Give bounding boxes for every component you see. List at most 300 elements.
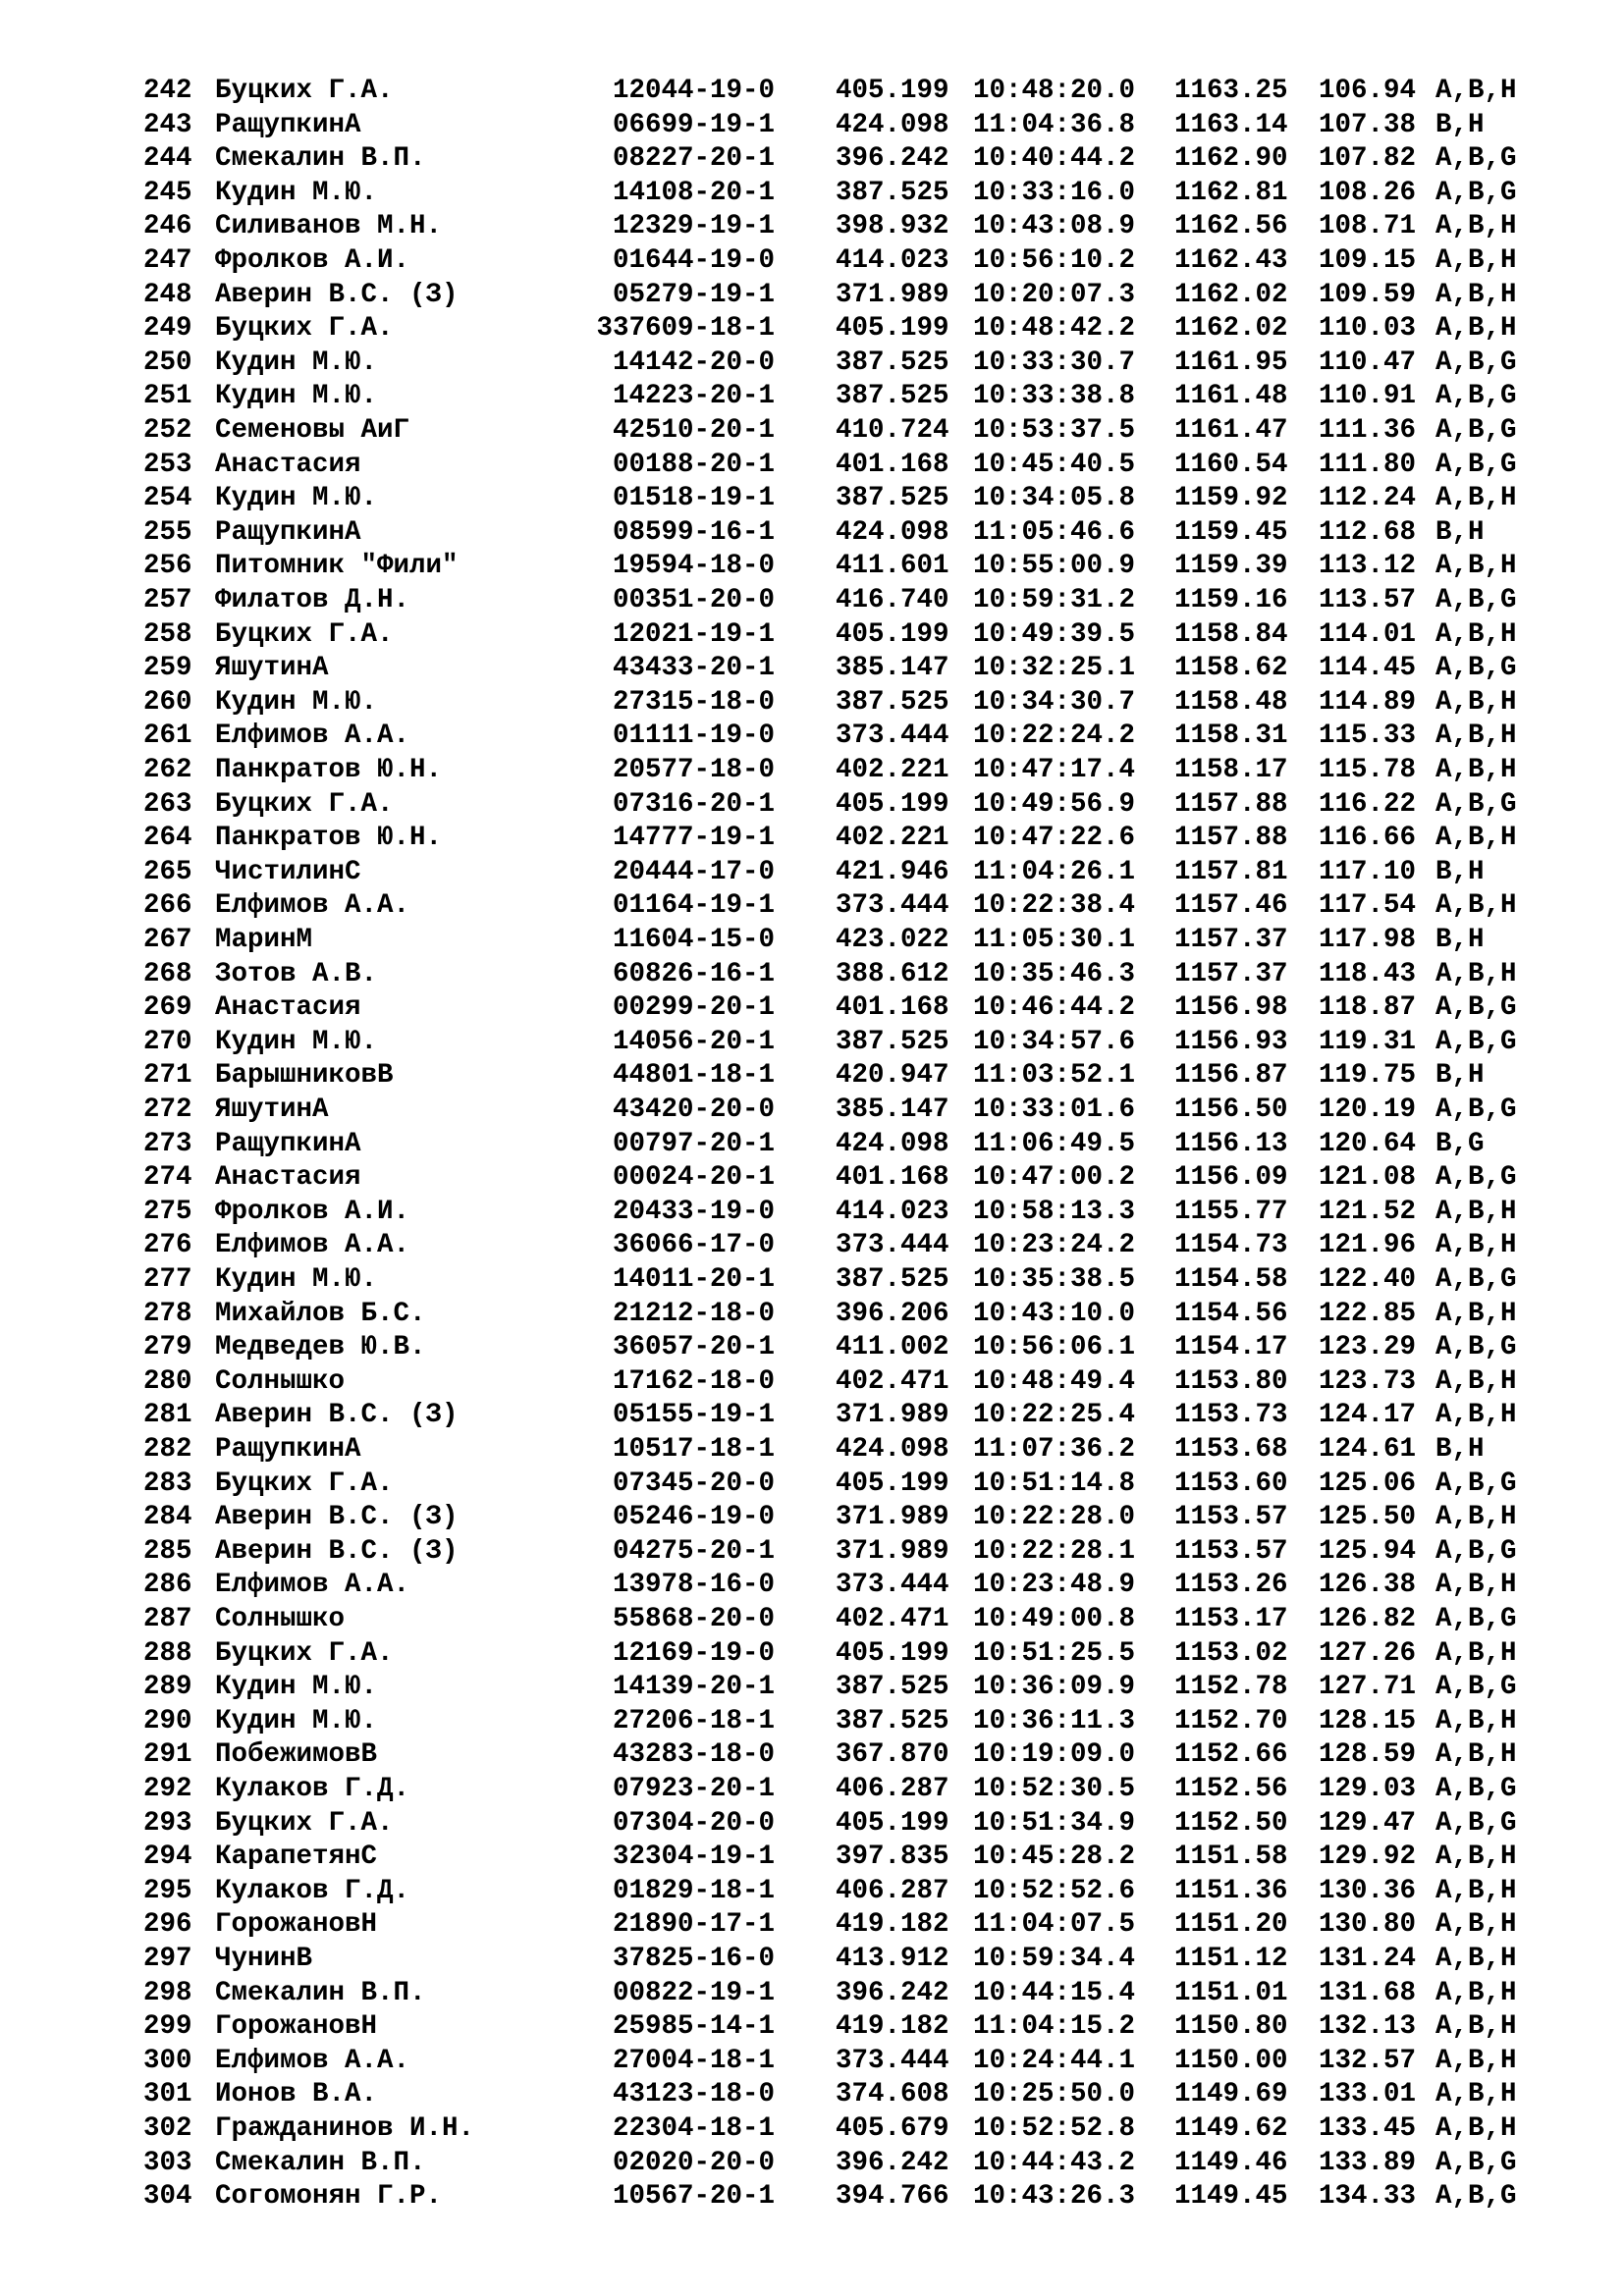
coefficient-value: 131.24 [1319,1944,1417,1974]
place-number: 300 [143,2045,192,2076]
coefficient-value: 133.45 [1319,2113,1417,2144]
ring-number: 36057-20-1 [612,1332,775,1363]
coefficient-value: 127.26 [1319,1637,1417,1669]
ring-number: 21890-17-1 [612,1909,775,1941]
arrival-time: 11:04:26.1 [973,856,1136,887]
ring-number: 55868-20-0 [612,1604,775,1634]
category-flags: A,B,H [1435,1570,1517,1601]
category-flags: B,H [1435,109,1485,140]
ring-number: 27206-18-1 [612,1705,775,1736]
category-flags: A,B,G [1435,1535,1517,1567]
arrival-time: 10:51:25.5 [973,1637,1136,1669]
ring-number: 42510-20-1 [612,415,775,446]
place-number: 272 [143,1095,192,1125]
ring-number: 14777-19-1 [612,823,775,854]
distance-value: 387.525 [836,1026,949,1057]
fancier-name: Анастасия [215,1162,361,1194]
coefficient-value: 108.26 [1319,177,1417,208]
fancier-name: Кулаков Г.Д. [215,1774,410,1804]
distance-value: 387.525 [836,347,949,378]
arrival-time: 10:56:06.1 [973,1332,1136,1363]
arrival-time: 10:52:52.8 [973,2113,1136,2144]
coefficient-value: 112.24 [1319,483,1417,514]
category-flags: A,B,H [1435,1842,1517,1873]
fancier-name: Елфимов А.А. [215,890,410,922]
coefficient-value: 110.91 [1319,381,1417,412]
coefficient-value: 108.71 [1319,211,1417,242]
category-flags: A,B,G [1435,347,1517,378]
fancier-name: ЯшутинА [215,653,329,684]
fancier-name: Панкратов Ю.Н. [215,755,443,785]
arrival-time: 10:47:17.4 [973,755,1136,785]
fancier-name: Анастасия [215,992,361,1024]
distance-value: 373.444 [836,2045,949,2076]
result-row [0,1229,1624,1263]
arrival-time: 10:44:43.2 [973,2147,1136,2178]
fancier-name: Михайлов Б.С. [215,1298,426,1329]
fancier-name: Кулаков Г.Д. [215,1875,410,1906]
distance-value: 396.242 [836,143,949,175]
category-flags: A,B,G [1435,1332,1517,1363]
coefficient-value: 110.03 [1319,313,1417,345]
distance-value: 401.168 [836,449,949,480]
speed-value: 1161.95 [1174,347,1288,378]
arrival-time: 10:44:15.4 [973,1977,1136,2008]
category-flags: A,B,G [1435,788,1517,820]
place-number: 260 [143,686,192,718]
ring-number: 32304-19-1 [612,1842,775,1873]
coefficient-value: 118.43 [1319,958,1417,989]
result-row [0,1161,1624,1196]
ring-number: 14139-20-1 [612,1672,775,1703]
category-flags: A,B,G [1435,1026,1517,1057]
coefficient-value: 109.59 [1319,279,1417,310]
ring-number: 05155-19-1 [612,1400,775,1431]
distance-value: 424.098 [836,109,949,140]
result-row [0,856,1624,890]
place-number: 304 [143,2181,192,2213]
category-flags: B,H [1435,856,1485,887]
result-row [0,449,1624,483]
fancier-name: Буцких Г.А. [215,313,394,345]
arrival-time: 10:53:37.5 [973,415,1136,446]
result-row [0,788,1624,823]
ring-number: 20433-19-0 [612,1196,775,1227]
speed-value: 1162.56 [1174,211,1288,242]
ring-number: 27315-18-0 [612,686,775,718]
coefficient-value: 128.15 [1319,1705,1417,1736]
fancier-name: ЧунинВ [215,1944,313,1974]
result-row [0,516,1624,551]
speed-value: 1161.48 [1174,381,1288,412]
place-number: 270 [143,1026,192,1057]
fancier-name: Буцких Г.А. [215,1637,394,1669]
speed-value: 1159.92 [1174,483,1288,514]
coefficient-value: 115.78 [1319,755,1417,785]
result-row [0,1026,1624,1060]
arrival-time: 10:22:38.4 [973,890,1136,922]
arrival-time: 10:36:11.3 [973,1705,1136,1736]
place-number: 288 [143,1637,192,1669]
category-flags: B,H [1435,1434,1485,1465]
arrival-time: 10:36:09.9 [973,1672,1136,1703]
result-row [0,754,1624,788]
arrival-time: 10:49:56.9 [973,788,1136,820]
speed-value: 1149.46 [1174,2147,1288,2178]
distance-value: 419.182 [836,2011,949,2043]
fancier-name: Кудин М.Ю. [215,686,378,718]
fancier-name: Кудин М.Ю. [215,1672,378,1703]
category-flags: A,B,H [1435,483,1517,514]
ring-number: 01111-19-0 [612,721,775,752]
distance-value: 406.287 [836,1774,949,1804]
result-row [0,1331,1624,1365]
place-number: 251 [143,381,192,412]
category-flags: A,B,H [1435,1739,1517,1771]
fancier-name: Кудин М.Ю. [215,177,378,208]
speed-value: 1163.25 [1174,76,1288,106]
result-row [0,482,1624,516]
place-number: 252 [143,415,192,446]
coefficient-value: 133.89 [1319,2147,1417,2178]
distance-value: 373.444 [836,1570,949,1601]
distance-value: 387.525 [836,381,949,412]
place-number: 292 [143,1774,192,1804]
distance-value: 414.023 [836,245,949,276]
category-flags: A,B,H [1435,1637,1517,1669]
distance-value: 402.471 [836,1365,949,1397]
coefficient-value: 116.66 [1319,823,1417,854]
ring-number: 00351-20-0 [612,585,775,615]
arrival-time: 11:06:49.5 [973,1128,1136,1159]
coefficient-value: 121.52 [1319,1196,1417,1227]
fancier-name: Аверин В.С. (З) [215,1535,459,1567]
place-number: 296 [143,1909,192,1941]
fancier-name: ГорожановН [215,2011,378,2043]
speed-value: 1162.02 [1174,313,1288,345]
arrival-time: 10:45:28.2 [973,1842,1136,1873]
ring-number: 10517-18-1 [612,1434,775,1465]
arrival-time: 10:58:13.3 [973,1196,1136,1227]
fancier-name: ГорожановН [215,1909,378,1941]
fancier-name: БарышниковВ [215,1060,394,1092]
speed-value: 1156.87 [1174,1060,1288,1092]
category-flags: A,B,G [1435,1672,1517,1703]
speed-value: 1153.26 [1174,1570,1288,1601]
category-flags: A,B,H [1435,1298,1517,1329]
coefficient-value: 126.38 [1319,1570,1417,1601]
distance-value: 396.242 [836,2147,949,2178]
fancier-name: Буцких Г.А. [215,1807,394,1839]
result-row [0,924,1624,958]
speed-value: 1149.69 [1174,2079,1288,2110]
speed-value: 1152.78 [1174,1672,1288,1703]
category-flags: B,H [1435,925,1485,955]
fancier-name: Кудин М.Ю. [215,483,378,514]
arrival-time: 10:22:25.4 [973,1400,1136,1431]
fancier-name: Смекалин В.П. [215,1977,426,2008]
distance-value: 373.444 [836,1230,949,1261]
coefficient-value: 111.80 [1319,449,1417,480]
distance-value: 406.287 [836,1875,949,1906]
distance-value: 410.724 [836,415,949,446]
ring-number: 337609-18-1 [596,313,775,345]
coefficient-value: 120.64 [1319,1128,1417,1159]
ring-number: 12169-19-0 [612,1637,775,1669]
ring-number: 21212-18-0 [612,1298,775,1329]
result-row [0,1059,1624,1094]
result-row [0,1773,1624,1807]
result-row [0,1705,1624,1739]
speed-value: 1149.45 [1174,2181,1288,2213]
fancier-name: КарапетянС [215,1842,378,1873]
coefficient-value: 122.85 [1319,1298,1417,1329]
ring-number: 14056-20-1 [612,1026,775,1057]
arrival-time: 10:47:22.6 [973,823,1136,854]
result-row [0,414,1624,449]
place-number: 271 [143,1060,192,1092]
distance-value: 371.989 [836,279,949,310]
result-row [0,1535,1624,1570]
place-number: 263 [143,788,192,820]
fancier-name: Елфимов А.А. [215,721,410,752]
coefficient-value: 120.19 [1319,1095,1417,1125]
speed-value: 1154.58 [1174,1264,1288,1295]
distance-value: 387.525 [836,177,949,208]
category-flags: A,B,H [1435,313,1517,345]
ring-number: 14108-20-1 [612,177,775,208]
category-flags: A,B,G [1435,1807,1517,1839]
ring-number: 20577-18-0 [612,755,775,785]
category-flags: A,B,G [1435,585,1517,615]
coefficient-value: 129.92 [1319,1842,1417,1873]
distance-value: 405.199 [836,1468,949,1499]
arrival-time: 10:43:08.9 [973,211,1136,242]
arrival-time: 10:43:10.0 [973,1298,1136,1329]
distance-value: 402.471 [836,1604,949,1634]
speed-value: 1151.58 [1174,1842,1288,1873]
result-row [0,1128,1624,1162]
coefficient-value: 109.15 [1319,245,1417,276]
place-number: 290 [143,1705,192,1736]
ring-number: 01164-19-1 [612,890,775,922]
speed-value: 1151.12 [1174,1944,1288,1974]
result-row [0,1943,1624,1977]
fancier-name: Филатов Д.Н. [215,585,410,615]
speed-value: 1158.48 [1174,686,1288,718]
arrival-time: 10:35:46.3 [973,958,1136,989]
place-number: 291 [143,1739,192,1771]
speed-value: 1152.50 [1174,1807,1288,1839]
distance-value: 411.601 [836,551,949,582]
category-flags: A,B,H [1435,2045,1517,2076]
fancier-name: Елфимов А.А. [215,2045,410,2076]
coefficient-value: 121.96 [1319,1230,1417,1261]
speed-value: 1149.62 [1174,2113,1288,2144]
coefficient-value: 132.57 [1319,2045,1417,2076]
place-number: 281 [143,1400,192,1431]
coefficient-value: 114.01 [1319,618,1417,650]
result-row [0,1603,1624,1637]
coefficient-value: 123.29 [1319,1332,1417,1363]
ring-number: 14223-20-1 [612,381,775,412]
place-number: 297 [143,1944,192,1974]
distance-value: 388.612 [836,958,949,989]
result-row [0,720,1624,754]
fancier-name: РащупкинА [215,1434,361,1465]
fancier-name: Питомник "Фили" [215,551,459,582]
ring-number: 07345-20-0 [612,1468,775,1499]
arrival-time: 10:48:42.2 [973,313,1136,345]
arrival-time: 10:23:24.2 [973,1230,1136,1261]
place-number: 276 [143,1230,192,1261]
speed-value: 1156.50 [1174,1095,1288,1125]
ring-number: 12021-19-1 [612,618,775,650]
distance-value: 421.946 [836,856,949,887]
category-flags: A,B,G [1435,381,1517,412]
speed-value: 1153.02 [1174,1637,1288,1669]
fancier-name: МаринМ [215,925,313,955]
place-number: 289 [143,1672,192,1703]
result-row [0,1501,1624,1535]
distance-value: 371.989 [836,1502,949,1533]
distance-value: 419.182 [836,1909,949,1941]
distance-value: 405.199 [836,1637,949,1669]
ring-number: 43420-20-0 [612,1095,775,1125]
category-flags: A,B,G [1435,1264,1517,1295]
coefficient-value: 129.47 [1319,1807,1417,1839]
speed-value: 1155.77 [1174,1196,1288,1227]
ring-number: 25985-14-1 [612,2011,775,2043]
ring-number: 27004-18-1 [612,2045,775,2076]
speed-value: 1151.36 [1174,1875,1288,1906]
place-number: 269 [143,992,192,1024]
distance-value: 401.168 [836,1162,949,1194]
place-number: 302 [143,2113,192,2144]
coefficient-value: 131.68 [1319,1977,1417,2008]
result-row [0,177,1624,211]
coefficient-value: 125.50 [1319,1502,1417,1533]
result-row [0,2010,1624,2045]
result-row [0,889,1624,924]
result-row [0,2112,1624,2147]
result-row [0,686,1624,721]
distance-value: 371.989 [836,1535,949,1567]
arrival-time: 10:32:25.1 [973,653,1136,684]
category-flags: A,B,G [1435,1774,1517,1804]
place-number: 266 [143,890,192,922]
arrival-time: 10:24:44.1 [973,2045,1136,2076]
fancier-name: Аверин В.С. (З) [215,279,459,310]
ring-number: 00797-20-1 [612,1128,775,1159]
place-number: 253 [143,449,192,480]
speed-value: 1154.17 [1174,1332,1288,1363]
category-flags: A,B,H [1435,721,1517,752]
coefficient-value: 126.82 [1319,1604,1417,1634]
category-flags: A,B,H [1435,76,1517,106]
place-number: 249 [143,313,192,345]
speed-value: 1153.68 [1174,1434,1288,1465]
distance-value: 397.835 [836,1842,949,1873]
speed-value: 1160.54 [1174,449,1288,480]
coefficient-value: 112.68 [1319,516,1417,548]
place-number: 301 [143,2079,192,2110]
place-number: 255 [143,516,192,548]
place-number: 258 [143,618,192,650]
arrival-time: 11:04:36.8 [973,109,1136,140]
speed-value: 1153.57 [1174,1535,1288,1567]
speed-value: 1156.13 [1174,1128,1288,1159]
coefficient-value: 130.80 [1319,1909,1417,1941]
distance-value: 396.206 [836,1298,949,1329]
result-row [0,1298,1624,1332]
fancier-name: Кудин М.Ю. [215,1026,378,1057]
distance-value: 401.168 [836,992,949,1024]
place-number: 246 [143,211,192,242]
place-number: 256 [143,551,192,582]
category-flags: A,B,H [1435,1502,1517,1533]
arrival-time: 10:23:48.9 [973,1570,1136,1601]
distance-value: 387.525 [836,1672,949,1703]
speed-value: 1150.00 [1174,2045,1288,2076]
arrival-time: 10:59:34.4 [973,1944,1136,1974]
ring-number: 08599-16-1 [612,516,775,548]
distance-value: 387.525 [836,686,949,718]
coefficient-value: 123.73 [1319,1365,1417,1397]
result-row [0,1738,1624,1773]
category-flags: A,B,H [1435,618,1517,650]
distance-value: 402.221 [836,823,949,854]
place-number: 244 [143,143,192,175]
speed-value: 1150.80 [1174,2011,1288,2043]
result-row [0,1263,1624,1298]
ring-number: 07923-20-1 [612,1774,775,1804]
ring-number: 07316-20-1 [612,788,775,820]
result-row [0,1977,1624,2011]
category-flags: A,B,H [1435,245,1517,276]
coefficient-value: 122.40 [1319,1264,1417,1295]
coefficient-value: 133.01 [1319,2079,1417,2110]
ring-number: 06699-19-1 [612,109,775,140]
arrival-time: 10:43:26.3 [973,2181,1136,2213]
speed-value: 1153.17 [1174,1604,1288,1634]
result-row [0,1671,1624,1705]
ring-number: 13978-16-0 [612,1570,775,1601]
result-row [0,550,1624,584]
distance-value: 387.525 [836,1264,949,1295]
coefficient-value: 111.36 [1319,415,1417,446]
fancier-name: Буцких Г.А. [215,1468,394,1499]
distance-value: 405.199 [836,618,949,650]
place-number: 283 [143,1468,192,1499]
category-flags: A,B,G [1435,2181,1517,2213]
distance-value: 387.525 [836,483,949,514]
coefficient-value: 125.94 [1319,1535,1417,1567]
place-number: 248 [143,279,192,310]
arrival-time: 10:51:14.8 [973,1468,1136,1499]
speed-value: 1159.16 [1174,585,1288,615]
category-flags: A,B,H [1435,1875,1517,1906]
fancier-name: Смекалин В.П. [215,2147,426,2178]
category-flags: A,B,H [1435,2011,1517,2043]
category-flags: A,B,H [1435,958,1517,989]
arrival-time: 10:20:07.3 [973,279,1136,310]
coefficient-value: 114.45 [1319,653,1417,684]
place-number: 280 [143,1365,192,1397]
distance-value: 394.766 [836,2181,949,2213]
place-number: 279 [143,1332,192,1363]
ring-number: 00822-19-1 [612,1977,775,2008]
